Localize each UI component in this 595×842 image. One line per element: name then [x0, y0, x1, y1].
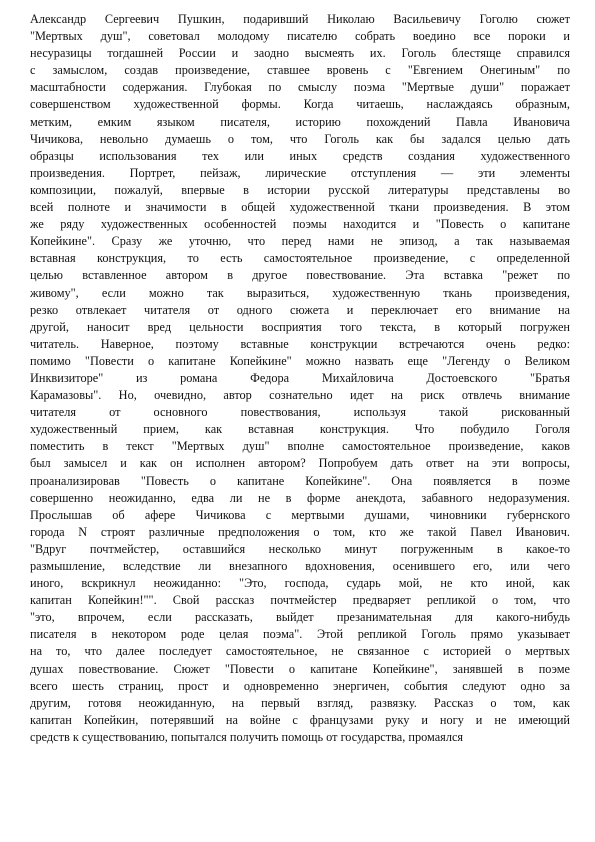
text-line: "Мертвых душ", советовал молодому писателю собрать воедино все пороки и — [30, 29, 570, 44]
text-line: проанализировав "Повесть о капитане Копейкине". Она появляется в поэме — [30, 473, 570, 488]
text-line: живому", если можно так выразиться, художественную ткань произведения, — [30, 285, 570, 300]
text-line: капитан Копейкин!"". Свой рассказ почтмейстер предваряет репликой о том, что — [30, 593, 570, 608]
text-line: Чичикова, невольно думаешь о том, что Гоголь как бы задался целью дать — [30, 131, 570, 146]
text-line: душах повествование. Сюжет "Повести о капитане Копейкине", занявшей в поэме — [30, 661, 570, 676]
text-line: Александр Сергеевич Пушкин, подаривший Николаю Васильевичу Гоголю сюжет — [30, 12, 570, 26]
text-line: совершенством художественной формы. Когда читаешь, наслаждаясь образным, — [30, 97, 570, 112]
text-line: был замысел и как он исполнен автором? Попробуем дать ответ на эти вопросы, — [30, 456, 570, 471]
text-line: произведения. Портрет, пейзаж, лирические отступления — эти элементы — [30, 165, 570, 180]
text-line: на то, что далее последует самостоятельное, не связанное с историей о мертвых — [30, 644, 570, 659]
text-line: художественный прием, как вставная конструкция. Что побудило Гоголя — [30, 422, 570, 437]
text-line: читателя от основного повествования, используя такой рискованный — [30, 405, 570, 420]
text-line: вставная конструкция, то есть самостоятельное произведение, с определенной — [30, 251, 570, 266]
text-line: композиции, пожалуй, впервые в истории русской литературы представлены во — [30, 182, 570, 197]
text-line: города N строят различные предположения о том, кто же такой Павел Иванович. — [30, 524, 570, 539]
text-line: "Вдруг почтмейстер, оставшийся несколько минут погруженным в какое-то — [30, 541, 570, 556]
text-line: читатель. Наверное, поэтому вставные конструкции встречаются очень редко: — [30, 336, 570, 351]
text-line: всей полноте и значимости в общей художественной ткани произведения. В этом — [30, 200, 570, 215]
text-line: целью вставленное автором в другое повествование. Эта вставка "режет по — [30, 268, 570, 283]
document-page — [30, 11, 570, 831]
text-line: средств к существованию, попытался получить помощь от государства, промаялся — [30, 729, 464, 744]
essay-paragraph — [30, 11, 570, 746]
text-line: несуразицы тогдашней России и заодно высмеять их. Гоголь блестяще справился — [30, 46, 570, 61]
text-line: писателя в некотором роде целая поэма". Этой репликой Гоголь прямо указывает — [30, 627, 570, 642]
text-line: другой, наносит вред цельности восприятия того текста, в который погружен — [30, 319, 570, 334]
text-line: масштабности содержания. Глубокая по смыслу поэма "Мертвые души" поражает — [30, 80, 570, 95]
text-line: иного, вскрикнул неожиданно: "Это, господа, сударь мой, не кто иной, как — [30, 576, 570, 591]
text-line: размышление, вследствие ли внезапного вдохновения, осенившего его, или чего — [30, 559, 570, 573]
text-line: же ряду художественных особенностей поэмы находится и "Повесть о капитане — [30, 217, 570, 232]
text-line: капитан Копейкин, потерявший на войне с французами руку и ногу и не имеющий — [30, 712, 570, 727]
text-line: резко отвлекает читателя от одного сюжета и переключает его внимание на — [30, 302, 570, 317]
text-line: Инквизиторе" из романа Федора Михайловича Достоевского "Братья — [30, 370, 570, 385]
text-line: помимо "Повести о капитане Копейкине" можно назвать еще "Легенду о Великом — [30, 353, 570, 368]
text-line: метким, емким языком писателя, историю похождений Павла Ивановича — [30, 114, 570, 129]
text-line: с замыслом, создав произведение, ставшее вровень с "Евгением Онегиным" по — [30, 63, 570, 78]
text-line: Копейкине". Сразу же уточню, что перед нами не эпизод, а так называемая — [30, 234, 570, 249]
text-line: "это, впрочем, если рассказать, выйдет презанимательная для какого-нибудь — [30, 610, 570, 625]
text-line: образцы использования тех или иных средств создания художественного — [30, 148, 570, 163]
text-line: поместить в текст "Мертвых душ" вполне самостоятельное произведение, каков — [30, 439, 570, 454]
text-line: Карамазовы". Но, очевидно, автор сознательно идет на риск отвлечь внимание — [30, 388, 570, 403]
text-line: всего шесть страниц, прост и одновременно энергичен, события следуют одно за — [30, 678, 570, 693]
text-line: другим, готовя неожиданную, на первый взгляд, развязку. Рассказ о том, как — [30, 695, 570, 710]
text-line: Прослышав об афере Чичикова с мертвыми душами, чиновники губернского — [30, 507, 570, 522]
text-line: совершенно неожиданно, едва ли не в форме анекдота, забавного недоразумения. — [30, 490, 570, 505]
